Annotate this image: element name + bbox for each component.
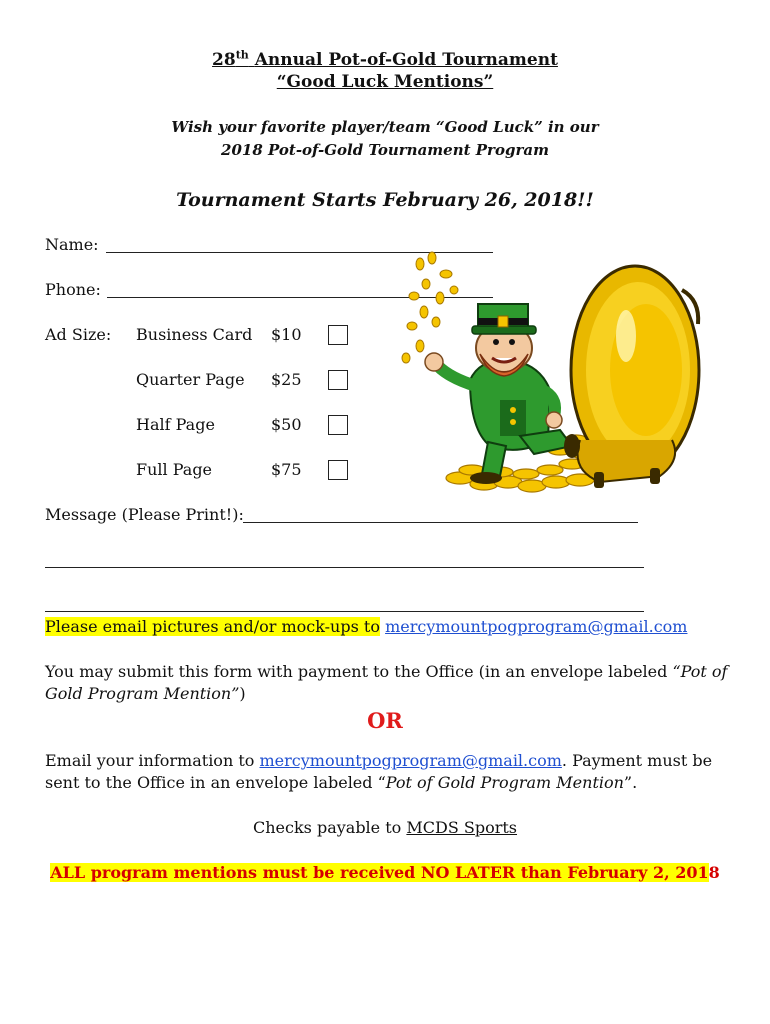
ad-option-label: Full Page [136, 460, 213, 479]
ad-option-price: $50 [271, 415, 302, 434]
deadline-tail: 8 [708, 863, 720, 882]
email-pictures-line [45, 617, 687, 636]
email-pictures-text: Please email pictures and/or mock-ups to [45, 617, 380, 636]
subtitle-text: “Good Luck Mentions” [276, 72, 494, 92]
message-field-line-1[interactable] [243, 522, 638, 523]
email-info-suffix: . Payment must be [561, 751, 713, 770]
submit-line-1 [45, 662, 735, 681]
title-number: 28 [212, 49, 236, 70]
message-field-line-2[interactable] [45, 567, 644, 568]
sent-italic: Pot of Gold Program Mention [385, 773, 624, 792]
email-info-line [45, 751, 735, 770]
submit-text: You may submit this form with payment to the Office (in an envelope labeled [45, 662, 673, 681]
tournament-start: Tournament Starts February 26, 2018!! [176, 189, 594, 211]
sent-line [45, 773, 637, 792]
submit-end: ) [239, 684, 246, 703]
wish-line-1: Wish your favorite player/team “Good Luck” in our [171, 118, 599, 136]
title-text: Annual Pot-of-Gold Tournament [254, 49, 558, 70]
quarter-page-checkbox[interactable] [328, 370, 348, 390]
or-divider: OR [367, 708, 403, 733]
page-title [0, 48, 770, 70]
submit-line-2 [45, 684, 246, 703]
page-subtitle [0, 72, 770, 92]
wish-line-2: 2018 Pot-of-Gold Tournament Program [221, 141, 549, 159]
email-link-2[interactable]: mercymountpogprogram@gmail.com [259, 751, 562, 770]
submit-italic: “Pot of [672, 662, 728, 681]
checks-payee: MCDS Sports [406, 818, 518, 837]
ad-option-price: $10 [271, 325, 302, 344]
ad-option-price: $75 [271, 460, 302, 479]
half-page-checkbox[interactable] [328, 415, 348, 435]
name-label: Name: [45, 235, 99, 254]
email-link[interactable]: mercymountpogprogram@gmail.com [385, 617, 688, 636]
submit-italic-2: Gold Program Mention” [45, 684, 240, 703]
checks-prefix: Checks payable to [252, 818, 402, 837]
ad-option-label: Half Page [136, 415, 215, 434]
message-label: Message (Please Print!): [45, 505, 244, 524]
sent-prefix: sent to the Office in an envelope labeled “ [45, 773, 386, 792]
deadline-highlighted: ALL program mentions must be received NO LATER than February 2, 201 [50, 863, 709, 882]
leprechaun-pot-of-gold-icon [400, 250, 710, 500]
full-page-checkbox[interactable] [328, 460, 348, 480]
sent-suffix: ”. [623, 773, 638, 792]
ad-option-label: Quarter Page [136, 370, 245, 389]
checks-line [0, 818, 770, 837]
ad-size-label: Ad Size: [45, 325, 112, 344]
ad-option-label: Business Card [136, 325, 253, 344]
deadline-notice [0, 863, 770, 882]
phone-label: Phone: [45, 280, 101, 299]
message-field-line-3[interactable] [45, 611, 644, 612]
title-superscript: th [235, 48, 249, 61]
business-card-checkbox[interactable] [328, 325, 348, 345]
email-info-prefix: Email your information to [45, 751, 255, 770]
ad-option-price: $25 [271, 370, 302, 389]
